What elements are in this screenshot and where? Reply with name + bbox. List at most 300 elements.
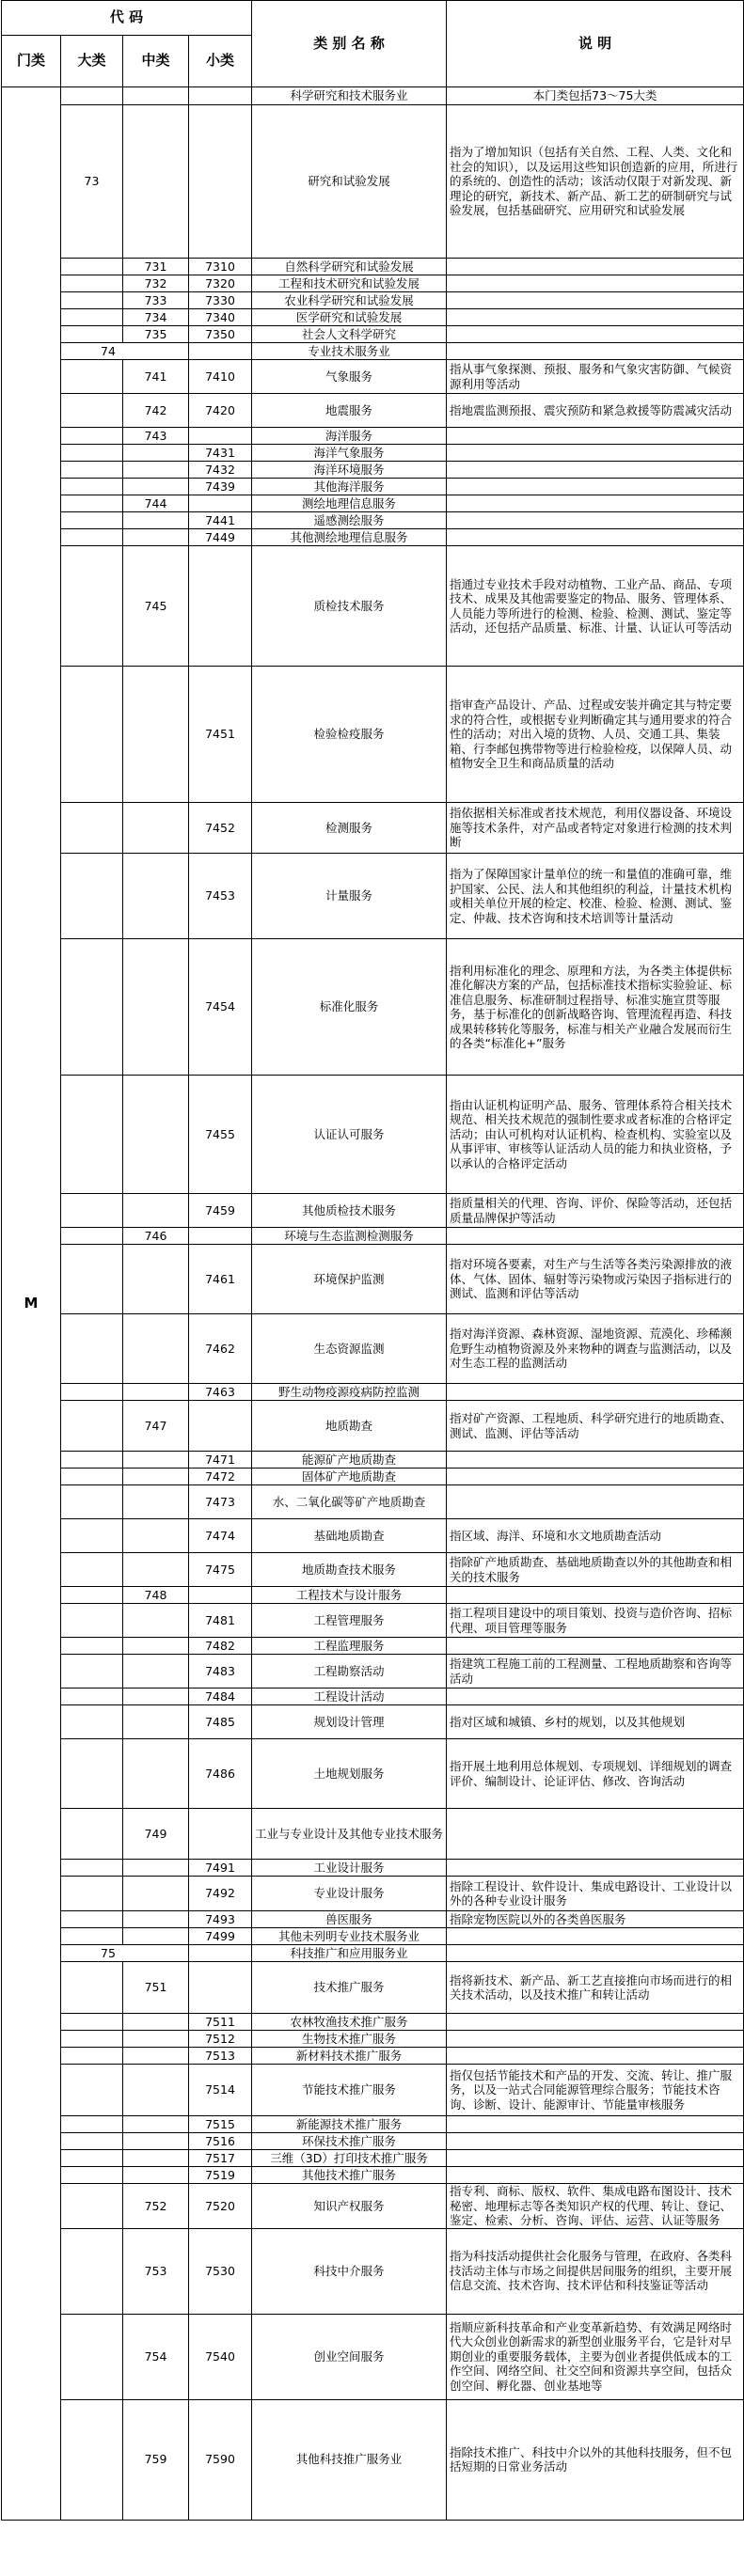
- major-code-cell: [61, 2065, 123, 2116]
- minor-code-cell: 7517: [189, 2150, 252, 2167]
- minor-code-cell: 7511: [189, 2014, 252, 2031]
- category-name-cell: 工业设计服务: [252, 1860, 447, 1877]
- minor-code-cell: 7439: [189, 479, 252, 495]
- middle-code-cell: [123, 803, 189, 854]
- table-row: [2, 1314, 744, 1384]
- description-cell: 指仅包括节能技术和产品的开发、交流、转让、推广服务，以及一站式合同能源管理综合服务；节能技术咨询、诊断、设计、能源审计、节能量审核服务: [447, 2065, 744, 2116]
- description-cell: 指从事气象探测、预报、服务和气象灾害防御、气候资源利用等活动: [447, 360, 744, 394]
- category-name-cell: 三维（3D）打印技术推广服务: [252, 2150, 447, 2167]
- middle-code-cell: [123, 87, 189, 105]
- minor-code-cell: [189, 87, 252, 105]
- table-row: [2, 2314, 744, 2399]
- middle-code-cell: 753: [123, 2228, 189, 2314]
- major-code-cell: [61, 2031, 123, 2048]
- minor-code-cell: [189, 546, 252, 667]
- middle-code-cell: 743: [123, 428, 189, 445]
- table-row: [2, 1604, 744, 1638]
- major-code-cell: [61, 445, 123, 462]
- middle-code-cell: [123, 1076, 189, 1194]
- table-row: [2, 1739, 744, 1809]
- major-code-cell: [61, 667, 123, 803]
- category-name-cell: 规划设计管理: [252, 1705, 447, 1739]
- table-row: [2, 1076, 744, 1194]
- table-row: [2, 360, 744, 394]
- major-code-cell: [61, 1911, 123, 1928]
- category-name-cell: 海洋服务: [252, 428, 447, 445]
- door-header: 门类: [2, 36, 61, 87]
- minor-code-cell: [189, 1401, 252, 1452]
- description-cell: [447, 2014, 744, 2031]
- major-code-cell: [61, 1877, 123, 1911]
- category-name-cell: 工程勘察活动: [252, 1655, 447, 1689]
- minor-header: 小类: [189, 36, 252, 87]
- category-name-cell: 其他质检技术服务: [252, 1194, 447, 1228]
- category-name-cell: 新能源技术推广服务: [252, 2116, 447, 2133]
- major-code-cell: 75: [61, 1945, 189, 1962]
- category-name-cell: 气象服务: [252, 360, 447, 394]
- major-code-cell: [61, 394, 123, 428]
- description-cell: 指除工程设计、软件设计、集成电路设计、工业设计以外的各种专业设计服务: [447, 1877, 744, 1911]
- table-row: [2, 292, 744, 309]
- major-code-cell: [61, 2314, 123, 2399]
- table-row: [2, 87, 744, 105]
- description-cell: 指对环境各要素，对生产与生活等各类污染源排放的液体、气体、固体、辐射等污染物或污染因子指标进行的测试、监测和评估等活动: [447, 1245, 744, 1314]
- category-name-cell: 社会人文科学研究: [252, 326, 447, 343]
- minor-code-cell: 7432: [189, 462, 252, 479]
- middle-code-cell: [123, 1911, 189, 1928]
- major-code-cell: [61, 495, 123, 512]
- major-code-cell: [61, 479, 123, 495]
- category-name-cell: 水、二氧化碳等矿产地质勘查: [252, 1485, 447, 1519]
- description-cell: [447, 428, 744, 445]
- major-code-cell: [61, 803, 123, 854]
- table-body: [2, 87, 744, 2521]
- minor-code-cell: 7514: [189, 2065, 252, 2116]
- minor-code-cell: 7449: [189, 529, 252, 546]
- description-cell: [447, 1587, 744, 1604]
- category-name-cell: 工程监理服务: [252, 1638, 447, 1655]
- middle-code-cell: [123, 2167, 189, 2184]
- table-row: [2, 1553, 744, 1587]
- major-code-cell: [61, 2014, 123, 2031]
- middle-code-cell: 745: [123, 546, 189, 667]
- table-row: [2, 529, 744, 546]
- description-cell: [447, 2048, 744, 2065]
- category-name-cell: 遥感测绘服务: [252, 512, 447, 529]
- minor-code-cell: 7493: [189, 1911, 252, 1928]
- middle-code-cell: [123, 445, 189, 462]
- description-cell: [447, 326, 744, 343]
- category-name-cell: 知识产权服务: [252, 2184, 447, 2229]
- middle-code-cell: [123, 1739, 189, 1809]
- category-name-cell: 环保技术推广服务: [252, 2133, 447, 2150]
- table-row: [2, 1384, 744, 1401]
- middle-code-cell: 744: [123, 495, 189, 512]
- description-cell: 本门类包括73～75大类: [447, 87, 744, 105]
- industry-classification-table: [1, 0, 744, 2521]
- middle-code-cell: [123, 2133, 189, 2150]
- minor-code-cell: 7462: [189, 1314, 252, 1384]
- description-cell: [447, 512, 744, 529]
- description-cell: [447, 292, 744, 309]
- middle-code-cell: [123, 105, 189, 259]
- minor-code-cell: 7472: [189, 1469, 252, 1485]
- major-code-cell: [61, 428, 123, 445]
- major-code-cell: [61, 1587, 123, 1604]
- description-cell: [447, 1469, 744, 1485]
- minor-code-cell: 7473: [189, 1485, 252, 1519]
- major-code-cell: [61, 1384, 123, 1401]
- description-cell: [447, 495, 744, 512]
- description-cell: [447, 1860, 744, 1877]
- table-row: [2, 1469, 744, 1485]
- table-row: [2, 105, 744, 259]
- middle-code-cell: 735: [123, 326, 189, 343]
- major-code-cell: [61, 1076, 123, 1194]
- minor-code-cell: 7482: [189, 1638, 252, 1655]
- description-cell: [447, 462, 744, 479]
- description-cell: [447, 1452, 744, 1469]
- minor-code-cell: [189, 1809, 252, 1860]
- category-name-cell: 检验检疫服务: [252, 667, 447, 803]
- table-row: [2, 479, 744, 495]
- major-code-cell: [61, 1705, 123, 1739]
- middle-code-cell: [123, 2031, 189, 2048]
- description-cell: [447, 445, 744, 462]
- middle-code-cell: [123, 1519, 189, 1553]
- table-row: [2, 1401, 744, 1452]
- description-cell: 指为了增加知识（包括有关自然、工程、人类、文化和社会的知识），以及运用这些知识创造新的应用，所进行的系统的、创造性的活动；该活动仅限于对新发现、新理论的研究，新技术、新产品、新工艺的研制研究与试验发展，包括基础研究、应用研究和试验发展: [447, 105, 744, 259]
- table-row: [2, 1962, 744, 2014]
- minor-code-cell: 7471: [189, 1452, 252, 1469]
- minor-code-cell: 7515: [189, 2116, 252, 2133]
- table-row: [2, 2184, 744, 2229]
- category-name-cell: 固体矿产地质勘查: [252, 1469, 447, 1485]
- major-code-cell: [61, 1655, 123, 1689]
- middle-code-cell: [123, 1705, 189, 1739]
- category-name-cell: 工程和技术研究和试验发展: [252, 275, 447, 292]
- minor-code-cell: 7410: [189, 360, 252, 394]
- major-code-cell: [61, 2048, 123, 2065]
- category-name-cell: 海洋环境服务: [252, 462, 447, 479]
- table-row: [2, 259, 744, 275]
- table-row: [2, 309, 744, 326]
- major-code-cell: [61, 1485, 123, 1519]
- middle-code-cell: [123, 2048, 189, 2065]
- major-code-cell: [61, 1452, 123, 1469]
- door-code-cell: M: [2, 87, 61, 2521]
- table-row: [2, 326, 744, 343]
- table-row: [2, 394, 744, 428]
- description-cell: [447, 275, 744, 292]
- minor-code-cell: 7485: [189, 1705, 252, 1739]
- table-row: [2, 2150, 744, 2167]
- category-name-cell: 其他未列明专业技术服务业: [252, 1928, 447, 1945]
- category-name-cell: 农业科学研究和试验发展: [252, 292, 447, 309]
- major-header: 大类: [61, 36, 123, 87]
- table-row: [2, 1485, 744, 1519]
- table-row: [2, 2031, 744, 2048]
- middle-code-cell: 759: [123, 2399, 189, 2520]
- minor-code-cell: 7330: [189, 292, 252, 309]
- minor-code-cell: 7519: [189, 2167, 252, 2184]
- description-cell: 指对区域和城镇、乡村的规划，以及其他规划: [447, 1705, 744, 1739]
- category-name-cell: 工业与专业设计及其他专业技术服务: [252, 1809, 447, 1860]
- category-name-cell: 认证认可服务: [252, 1076, 447, 1194]
- category-name-cell: 基础地质勘查: [252, 1519, 447, 1553]
- major-code-cell: [61, 2184, 123, 2229]
- minor-code-cell: 7441: [189, 512, 252, 529]
- description-cell: 指专利、商标、版权、软件、集成电路布图设计、技术秘密、地理标志等各类知识产权的代理、转让、登记、鉴定、检索、分析、咨询、评估、运营、认证等服务: [447, 2184, 744, 2229]
- major-code-cell: [61, 326, 123, 343]
- table-row: [2, 854, 744, 939]
- category-name-cell: 其他测绘地理信息服务: [252, 529, 447, 546]
- major-code-cell: [61, 1689, 123, 1705]
- table-row: [2, 1194, 744, 1228]
- table-row: [2, 1228, 744, 1245]
- major-code-cell: [61, 2116, 123, 2133]
- category-name-cell: 检测服务: [252, 803, 447, 854]
- table-row: [2, 428, 744, 445]
- category-name-cell: 海洋气象服务: [252, 445, 447, 462]
- table-row: [2, 1638, 744, 1655]
- minor-code-cell: 7483: [189, 1655, 252, 1689]
- category-name-cell: 科技中介服务: [252, 2228, 447, 2314]
- description-cell: 指除矿产地质勘查、基础地质勘查以外的其他勘查和相关的技术服务: [447, 1553, 744, 1587]
- description-cell: [447, 2031, 744, 2048]
- minor-code-cell: 7475: [189, 1553, 252, 1587]
- category-name-cell: 生物技术推广服务: [252, 2031, 447, 2048]
- desc-header: 说 明: [447, 1, 744, 87]
- codes-header: 代 码: [2, 1, 252, 36]
- major-code-cell: [61, 1194, 123, 1228]
- minor-code-cell: 7516: [189, 2133, 252, 2150]
- table-row: [2, 2048, 744, 2065]
- minor-code-cell: 7453: [189, 854, 252, 939]
- middle-code-cell: 749: [123, 1809, 189, 1860]
- major-code-cell: [61, 2167, 123, 2184]
- category-name-cell: 专业设计服务: [252, 1877, 447, 1911]
- minor-code-cell: 7431: [189, 445, 252, 462]
- minor-code-cell: 7540: [189, 2314, 252, 2399]
- description-cell: 指区域、海洋、环境和水文地质勘查活动: [447, 1519, 744, 1553]
- table-row: [2, 462, 744, 479]
- description-cell: 指开展土地利用总体规划、专项规划、详细规划的调查评价、编制设计、论证评估、修改、咨询活动: [447, 1739, 744, 1809]
- category-name-cell: 野生动物疫源疫病防控监测: [252, 1384, 447, 1401]
- category-name-cell: 其他海洋服务: [252, 479, 447, 495]
- middle-code-cell: [123, 1485, 189, 1519]
- table-row: [2, 2399, 744, 2520]
- middle-code-cell: [123, 854, 189, 939]
- middle-code-cell: [123, 1245, 189, 1314]
- description-cell: 指除宠物医院以外的各类兽医服务: [447, 1911, 744, 1928]
- table-row: [2, 275, 744, 292]
- major-code-cell: [61, 854, 123, 939]
- minor-code-cell: 7310: [189, 259, 252, 275]
- table-row: [2, 343, 744, 360]
- major-code-cell: [61, 2150, 123, 2167]
- major-code-cell: [61, 1928, 123, 1945]
- major-code-cell: [61, 1739, 123, 1809]
- major-code-cell: [61, 1860, 123, 1877]
- description-cell: 指审查产品设计、产品、过程或安装并确定其与特定要求的符合性，或根据专业判断确定其与通用要求的符合性的活动；对出入境的货物、人员、交通工具、集装箱、行李邮包携带物等进行检验检疫，以保障人员、动植物安全卫生和商品质量的活动: [447, 667, 744, 803]
- major-code-cell: [61, 529, 123, 546]
- major-code-cell: [61, 939, 123, 1076]
- description-cell: [447, 2150, 744, 2167]
- middle-code-cell: [123, 2065, 189, 2116]
- major-code-cell: [61, 2399, 123, 2520]
- middle-code-cell: [123, 2150, 189, 2167]
- name-header: 类 别 名 称: [252, 1, 447, 87]
- table-row: [2, 1519, 744, 1553]
- major-code-cell: [61, 1245, 123, 1314]
- major-code-cell: [61, 1604, 123, 1638]
- minor-code-cell: 7590: [189, 2399, 252, 2520]
- middle-code-cell: 742: [123, 394, 189, 428]
- category-name-cell: 研究和试验发展: [252, 105, 447, 259]
- middle-code-cell: [123, 1638, 189, 1655]
- description-cell: [447, 1638, 744, 1655]
- middle-code-cell: 748: [123, 1587, 189, 1604]
- description-cell: [447, 2116, 744, 2133]
- table-row: [2, 1945, 744, 1962]
- description-cell: [447, 1945, 744, 1962]
- table-row: [2, 1877, 744, 1911]
- table-row: [2, 495, 744, 512]
- major-code-cell: [61, 2228, 123, 2314]
- table-row: [2, 1809, 744, 1860]
- category-name-cell: 创业空间服务: [252, 2314, 447, 2399]
- major-code-cell: [61, 87, 123, 105]
- major-code-cell: [61, 1553, 123, 1587]
- middle-code-cell: [123, 2014, 189, 2031]
- middle-code-cell: [123, 1928, 189, 1945]
- category-name-cell: 测绘地理信息服务: [252, 495, 447, 512]
- middle-code-cell: [123, 1194, 189, 1228]
- middle-code-cell: [123, 1452, 189, 1469]
- major-code-cell: [61, 546, 123, 667]
- description-cell: [447, 1928, 744, 1945]
- minor-code-cell: 7481: [189, 1604, 252, 1638]
- description-cell: [447, 259, 744, 275]
- category-name-cell: 其他科技推广服务业: [252, 2399, 447, 2520]
- table-row: [2, 2228, 744, 2314]
- category-name-cell: 专业技术服务业: [252, 343, 447, 360]
- minor-code-cell: [189, 495, 252, 512]
- major-code-cell: [61, 1962, 123, 2014]
- table-row: [2, 803, 744, 854]
- minor-code-cell: 7320: [189, 275, 252, 292]
- description-cell: [447, 343, 744, 360]
- category-name-cell: 标准化服务: [252, 939, 447, 1076]
- middle-code-cell: [123, 479, 189, 495]
- middle-code-cell: [123, 1860, 189, 1877]
- description-cell: 指依据相关标准或者技术规范，利用仪器设备、环境设施等技术条件，对产品或者特定对象进行检测的技术判断: [447, 803, 744, 854]
- category-name-cell: 土地规划服务: [252, 1739, 447, 1809]
- minor-code-cell: 7520: [189, 2184, 252, 2229]
- minor-code-cell: [189, 343, 252, 360]
- major-code-cell: [61, 309, 123, 326]
- description-cell: 指为科技活动提供社会化服务与管理，在政府、各类科技活动主体与市场之间提供居间服务的组织，主要开展信息交流、技术咨询、技术评估和科技鉴证等活动: [447, 2228, 744, 2314]
- minor-code-cell: 7350: [189, 326, 252, 343]
- header-row-1: [2, 1, 744, 36]
- major-code-cell: [61, 259, 123, 275]
- description-cell: [447, 309, 744, 326]
- minor-code-cell: 7530: [189, 2228, 252, 2314]
- middle-code-cell: [123, 462, 189, 479]
- major-code-cell: [61, 360, 123, 394]
- description-cell: [447, 2167, 744, 2184]
- middle-code-cell: 741: [123, 360, 189, 394]
- category-name-cell: 其他技术推广服务: [252, 2167, 447, 2184]
- minor-code-cell: [189, 428, 252, 445]
- minor-code-cell: 7420: [189, 394, 252, 428]
- description-cell: [447, 1384, 744, 1401]
- major-code-cell: [61, 512, 123, 529]
- category-name-cell: 质检技术服务: [252, 546, 447, 667]
- description-cell: [447, 529, 744, 546]
- category-name-cell: 兽医服务: [252, 1911, 447, 1928]
- middle-code-cell: 731: [123, 259, 189, 275]
- table-row: [2, 1705, 744, 1739]
- category-name-cell: 农林牧渔技术推广服务: [252, 2014, 447, 2031]
- description-cell: 指对矿产资源、工程地质、科学研究进行的地质勘查、测试、监测、评估等活动: [447, 1401, 744, 1452]
- table-row: [2, 2116, 744, 2133]
- major-code-cell: 74: [61, 343, 189, 360]
- middle-code-cell: [123, 667, 189, 803]
- category-name-cell: 工程管理服务: [252, 1604, 447, 1638]
- major-code-cell: [61, 1469, 123, 1485]
- table-row: [2, 1245, 744, 1314]
- description-cell: [447, 1689, 744, 1705]
- description-cell: [447, 1809, 744, 1860]
- middle-code-cell: 732: [123, 275, 189, 292]
- middle-code-cell: [123, 1553, 189, 1587]
- major-code-cell: [61, 1638, 123, 1655]
- middle-code-cell: 751: [123, 1962, 189, 2014]
- middle-code-cell: [123, 529, 189, 546]
- table-row: [2, 939, 744, 1076]
- description-cell: 指顺应新科技革命和产业变革新趋势、有效满足网络时代大众创业创新需求的新型创业服务平台，它是针对早期创业的重要服务载体，主要为创业者提供低成本的工作空间、网络空间、社交空间和资源共享空间，包括众创空间、孵化器、创业基地等: [447, 2314, 744, 2399]
- table-row: [2, 512, 744, 529]
- table-row: [2, 2065, 744, 2116]
- category-name-cell: 地质勘查技术服务: [252, 1553, 447, 1587]
- category-name-cell: 新材料技术推广服务: [252, 2048, 447, 2065]
- middle-code-cell: 747: [123, 1401, 189, 1452]
- minor-code-cell: 7491: [189, 1860, 252, 1877]
- category-name-cell: 科技推广和应用服务业: [252, 1945, 447, 1962]
- major-code-cell: [61, 462, 123, 479]
- middle-code-cell: [123, 2116, 189, 2133]
- minor-code-cell: 7454: [189, 939, 252, 1076]
- description-cell: [447, 2133, 744, 2150]
- description-cell: 指对海洋资源、森林资源、湿地资源、荒漠化、珍稀濒危野生动植物资源及外来物种的调查与监测活动，以及对生态工程的监测活动: [447, 1314, 744, 1384]
- major-code-cell: [61, 1228, 123, 1245]
- minor-code-cell: [189, 1962, 252, 2014]
- description-cell: 指通过专业技术手段对动植物、工业产品、商品、专项技术、成果及其他需要鉴定的物品、服务、管理体系、人员能力等所进行的检测、检验、检测、测试、鉴定等活动，还包括产品质量、标准、计量、认证认可等活动: [447, 546, 744, 667]
- middle-code-cell: [123, 1469, 189, 1485]
- category-name-cell: 地质勘查: [252, 1401, 447, 1452]
- description-cell: 指建筑工程施工前的工程测量、工程地质勘察和咨询等活动: [447, 1655, 744, 1689]
- major-code-cell: 73: [61, 105, 123, 259]
- minor-code-cell: 7451: [189, 667, 252, 803]
- description-cell: 指将新技术、新产品、新工艺直接推向市场而进行的相关技术活动，以及技术推广和转让活动: [447, 1962, 744, 2014]
- minor-code-cell: 7513: [189, 2048, 252, 2065]
- description-cell: 指利用标准化的理念、原理和方法，为各类主体提供标准化解决方案的产品，包括标准技术指标实验验证、标准信息服务、标准研制过程指导、标准实施宣贯等服务，基于标准化的创新战略咨询、管理流程再造、科技成果转移转化等服务，标准与相关产业融合发展而衍生的各类“标准化+”服务: [447, 939, 744, 1076]
- category-name-cell: 生态资源监测: [252, 1314, 447, 1384]
- minor-code-cell: 7486: [189, 1739, 252, 1809]
- category-name-cell: 能源矿产地质勘查: [252, 1452, 447, 1469]
